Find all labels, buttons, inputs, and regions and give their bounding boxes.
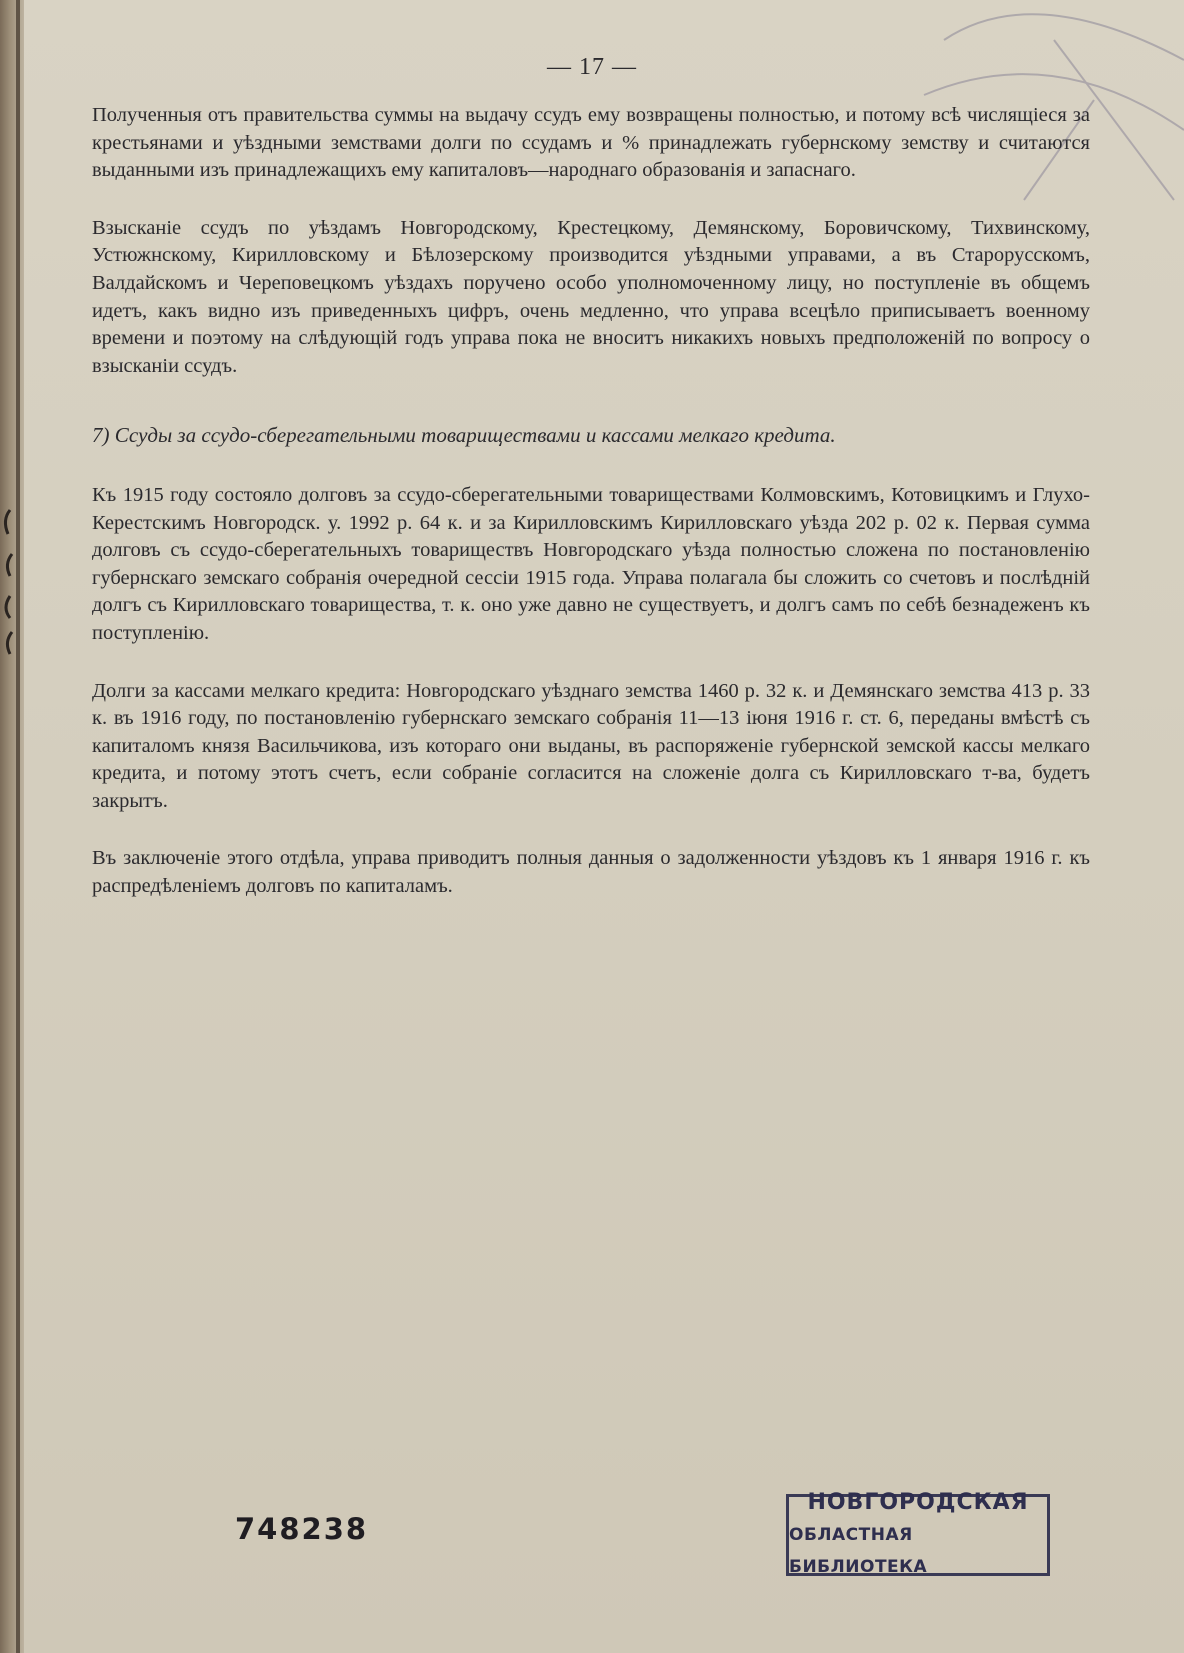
paragraph: Взысканіе ссудъ по уѣздамъ Новгородскому, Крестецкому, Демянскому, Боровичскому, Тихвинскому, Устюжнскому, Кирилловскому и Бѣлозерскому производится уѣздными управами, а въ Старорусскомъ, Валдайскомъ и Череповецкомъ уѣздахъ поручено особо уполномоченному лицу, но поступленіе въ общемъ идетъ, какъ видно изъ приведенныхъ цифръ, очень медленно, что управа всецѣло приписываетъ военному времени и поэтому на слѣдующій годъ управа пока не вноситъ никакихъ новыхъ предположеній по вопросу о взысканіи ссудъ. [92, 216, 1090, 377]
paragraph: Полученныя отъ правительства суммы на выдачу ссудъ ему возвращены полностью, и потому всѣ числящіеся за крестьянами и уѣздными земствами долги по ссудамъ и % принадлежать губернскому земству и считаются выданными изъ принадлежащихъ ему капиталовъ—народнаго образованія и запаснаго. [92, 104, 1090, 182]
paragraph: Долги за кассами мелкаго кредита: Новгородскаго уѣзднаго земства 1460 р. 32 к. и Демянскаго земства 413 р. 33 к. въ 1916 году, по постановленію губернскаго земскаго собранія 11—13 іюня 1916 г. ст. 6, переданы вмѣстѣ съ капиталомъ князя Васильчикова, изъ котораго они выданы, въ распоряженіе губернской земской кассы мелкаго кредита, и потому этотъ счетъ, если собраніе согласится на сложеніе долга съ Кирилловскаго т-ва, будетъ закрытъ. [92, 679, 1090, 812]
page-binding-edge [0, 0, 24, 1653]
library-stamp-line2: ОБЛАСТНАЯ БИБЛИОТЕКА [789, 1525, 928, 1577]
paragraph: Въ заключеніе этого отдѣла, управа приводитъ полныя данныя о задолженности уѣздовъ къ 1 января 1916 г. къ распредѣленіемъ долговъ по капиталамъ. [92, 847, 1090, 898]
inventory-number: 748238 [235, 1512, 369, 1546]
body-text [92, 102, 1090, 931]
library-stamp [786, 1490, 1050, 1577]
paragraph: Къ 1915 году состояло долговъ за ссудо-сберегательными товариществами Колмовскимъ, Котовицкимъ и Глухо-Керестскимъ Новгородск. у. 1992 р. 64 к. и за Кирилловскимъ Кирилловскаго уѣзда 202 р. 02 к. Первая сумма долговъ съ ссудо-сберегательныхъ товариществъ Новгородскаго уѣзда полностью сложена по постановленію губернскаго земскаго собранія очередной сессіи 1915 года. Управа полагала бы сложить со счетовъ и послѣдній долгъ съ Кирилловскаго товарищества, т. к. оно уже давно не существуетъ, и долгъ самъ по себѣ безнадеженъ къ поступленію. [92, 483, 1090, 644]
library-stamp-line1: НОВГОРОДСКАЯ [807, 1490, 1029, 1515]
binding-shadow-line [16, 0, 20, 1653]
page-number: — 17 — [547, 54, 637, 80]
margin-marks [0, 500, 16, 660]
section-heading: 7) Ссуды за ссудо-сберегательными товариществами и кассами мелкаго кредита. [92, 423, 836, 448]
